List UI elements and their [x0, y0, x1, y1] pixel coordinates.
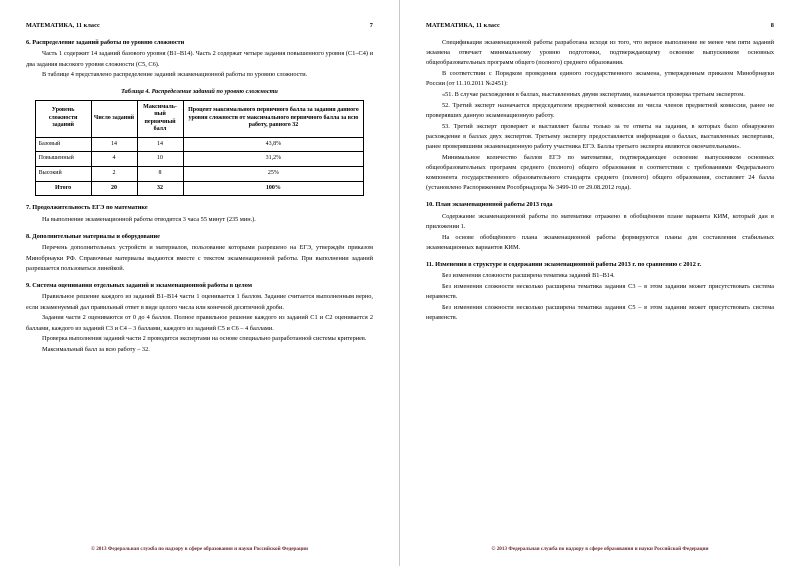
table-cell: 14	[91, 137, 137, 152]
paragraph: Проверка выполнения заданий части 2 проводится экспертами на основе специально разработанной системы критериев.	[42, 335, 367, 343]
paragraph: Перечень дополнительных устройств и материалов, пользование которыми разрешено на ЕГЭ, утверждён приказом Минобрнауки РФ. Справочные материалы выдаются вместе с текстом экзаменационной работы. При выполнении заданий разрешается пользоваться линейкой.	[26, 244, 373, 272]
page-content-left	[26, 38, 373, 355]
page-footer-right	[426, 546, 774, 552]
paragraph: На основе обобщённого плана экзаменационной работы формируются планы для составления стабильных экзаменационных вариантов КИМ.	[426, 233, 774, 251]
paragraph: Содержание экзаменационной работы по математике отражено в обобщённом плане варианта КИМ, который дан в приложении 1.	[426, 212, 774, 230]
paragraph: 53. Третий эксперт проверяет и выставляет баллы только за те ответы на задания, в которых было обнаружено расхождение в баллах двух экспертов. Третьему эксперту предоставляется информация о баллах, выставленных экспертами, ранее проверявшими экзаменационную работу участника ЕГЭ. Баллы третьего эксперта являются окончательными».	[426, 122, 774, 150]
table-cell: 100%	[183, 181, 364, 196]
page-header-right	[426, 22, 774, 29]
paragraph: В таблице 4 представлено распределение заданий экзаменационной работы по уровню сложности.	[42, 71, 308, 79]
table-cell: 25%	[183, 166, 364, 181]
table-cell: Высокий	[35, 166, 91, 181]
section-heading-6: 6. Распределение заданий работы по уровню сложности	[26, 39, 185, 46]
table-row	[35, 152, 364, 167]
table-cell: 2	[91, 166, 137, 181]
paragraph: В соответствии с Порядком проведения единого государственного экзамена, утвержденным приказом Минобрнауки России (от 11.10.2011 №2451):	[426, 70, 774, 88]
page-content-right	[426, 38, 774, 323]
table-cell: 32	[137, 181, 183, 196]
table-column-header: Число заданий	[91, 100, 137, 137]
paragraph: Без изменения сложности несколько расширена тематика задания С5 – в этом задании может присутствовать система неравенств.	[426, 304, 774, 322]
page-number-right: 8	[770, 22, 774, 29]
section-heading-8: 8. Дополнительные материалы и оборудование	[26, 233, 160, 241]
footer-copyright: © 2013 Федеральная служба по надзору в сфере образования и науки Российской Федерации	[91, 546, 308, 552]
difficulty-distribution-table	[35, 100, 365, 197]
table-total-row	[35, 181, 364, 196]
table-cell: 43,8%	[183, 137, 364, 152]
running-head-left: МАТЕМАТИКА, 11 класс	[26, 22, 100, 29]
page-number-left: 7	[369, 22, 373, 29]
paragraph: Правильное решение каждого из заданий В1–В14 части 1 оценивается 1 баллом. Задание считается выполненным верно, если экзаменуемый дал правильный ответ в виде целого числа или конечной десятичной дроби.	[26, 293, 373, 311]
paragraph: Без изменения сложности расширена тематика заданий В1–В14.	[442, 272, 615, 280]
paragraph: Без изменения сложности несколько расширена тематика задания С3 – в этом задании может присутствовать система неравенств.	[426, 283, 774, 301]
paragraph: Максимальный балл за всю работу – 32.	[42, 345, 150, 353]
table-cell: 4	[91, 152, 137, 167]
table-cell: Базовый	[35, 137, 91, 152]
table-cell: Итого	[35, 181, 91, 196]
table-row	[35, 137, 364, 152]
section-heading-7: 7. Продолжительность ЕГЭ по математике	[26, 204, 148, 212]
table-row	[35, 166, 364, 181]
table-cell: 10	[137, 152, 183, 167]
footer-copyright: © 2013 Федеральная служба по надзору в сфере образования и науки Российской Федерации	[491, 546, 709, 552]
table-column-header: Максималь-ный первичный балл	[137, 100, 183, 137]
table-cell: 14	[137, 137, 183, 152]
section-heading-11: 11. Изменения в структуре и содержании экзаменационной работы 2013 г. по сравнению с 2012 г.	[426, 261, 702, 268]
table-cell: 20	[91, 181, 137, 196]
paragraph: Спецификация экзаменационной работы разработана исходя из того, что верное выполнение не менее чем пяти заданий экзамена отвечает минимальному уровню подготовки, подтверждающему освоение выпускником основных общеобразовательных программ общего (полного) среднего образования.	[426, 39, 774, 67]
paragraph: На выполнение экзаменационной работы отводится 3 часа 55 минут (235 мин.).	[42, 215, 256, 223]
table-cell: 8	[137, 166, 183, 181]
table-cell: Повышенный	[35, 152, 91, 167]
paragraph: Минимальное количество баллов ЕГЭ по математике, подтверждающее освоение выпускником основных общеобразовательных программ среднего (полного) общего образования в соответствии с требованиями Федерального компонента государственного образовательного стандарта среднего (полного) общего образования, составляет 24 балла (установлено Распоряжением Рособрнадзора № 3499-10 от 29.08.2012 года).	[426, 153, 774, 192]
section-heading-10: 10. План экзаменационной работы 2013 года	[426, 201, 553, 209]
page-footer-left	[26, 546, 373, 552]
table-header-row	[35, 100, 364, 137]
paragraph: Задания части 2 оцениваются от 0 до 4 баллов. Полное правильное решение каждого из заданий С1 и С2 оценивается 2 баллами, каждого из заданий С3 и С4 – 3 баллами, каждого из заданий С5 и С6 – 4 баллами.	[26, 314, 373, 332]
paragraph: Часть 1 содержит 14 заданий базового уровня (В1–В14). Часть 2 содержат четыре задания повышенного уровня (С1–С4) и два задания высокого уровня сложности (С5, С6).	[26, 50, 373, 68]
table-column-header: Процент максимального первичного балла за задания данного уровня сложности от максимального первичного балла за всю работу, равного 32	[183, 100, 364, 137]
table-cell: 31,2%	[183, 152, 364, 167]
table-caption: Таблица 4. Распределение заданий по уровню сложности	[121, 87, 278, 95]
page-header-left	[26, 22, 373, 29]
running-head-right: МАТЕМАТИКА, 11 класс	[426, 22, 500, 29]
paragraph: «51. В случае расхождения в баллах, выставленных двумя экспертами, назначается проверка третьим экспертом.	[442, 90, 745, 98]
paragraph: 52. Третий эксперт назначается председателем предметной комиссии из числа членов предметной комиссии, ранее не проверявших данную экзаменационную работу.	[426, 101, 774, 119]
table-column-header: Уровень сложности заданий	[35, 100, 91, 137]
section-heading-9: 9. Система оценивания отдельных заданий и экзаменационной работы в целом	[26, 282, 253, 290]
page-right	[400, 0, 800, 566]
